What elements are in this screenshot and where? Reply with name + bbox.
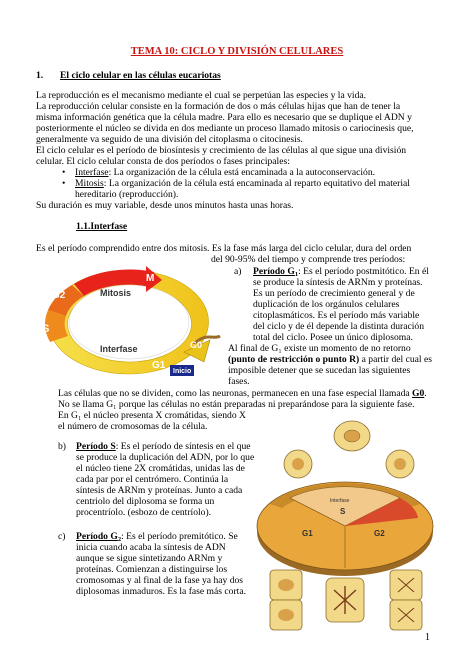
g0-paragraph: el número de cromosomas de la célula. (58, 421, 208, 432)
item-a-line: (punto de restricción o punto R) a partir del cual es (228, 354, 432, 365)
item-a-line: del ciclo y de él depende la distinta duración (253, 321, 425, 332)
label-s: S (42, 323, 50, 335)
item-c-line: diplosomas inmaduros. Es la fase más corta. (76, 586, 246, 597)
section-1-1-heading: 1.1.Interfase (76, 221, 128, 232)
item-b-line: procentríolo. (esbozo de centríolo). (76, 507, 212, 518)
interfase-intro-cont: del 90-95% del tiempo y comprende tres períodos: (211, 254, 406, 265)
item-b-line: se produce la duplicación del ADN, por lo que (76, 452, 255, 463)
g0-paragraph: Las células que no se dividen, como las neuronas, permanecen en una fase especial llamada G0. (58, 388, 427, 399)
section-1-number: 1. (36, 70, 44, 81)
item-c-label: c) (58, 531, 66, 542)
paragraph-line: El ciclo celular es el período de biosíntesis y crecimiento de las células al que sigue una división (36, 145, 407, 156)
paragraph-line: celular. El ciclo celular consta de dos períodos o fases principales: (36, 156, 290, 167)
bullet-mitosis: Mitosis: La organización de la célula está encaminada al reparto equitativo del material (75, 178, 410, 189)
paragraph-duracion: Su duración es muy variable, desde unos minutos hasta unas horas. (36, 200, 294, 211)
paragraph-line: posteriormente el núcleo se divida en dos mediante un proceso llamado mitosis o cariocinesis que, (36, 123, 414, 134)
label-g2: G2 (52, 290, 66, 301)
bullet-icon: • (62, 167, 66, 178)
item-b-line: el núcleo tiene 2X cromátidas, unidas las de (76, 463, 245, 474)
label-m: M (146, 273, 155, 284)
page-number: 1 (425, 632, 430, 643)
bullet-interfase: Interfase: La organización de la célula está encaminada a la autoconservación. (75, 167, 376, 178)
label-pie-g2: G2 (374, 529, 385, 538)
item-a-line: se produce la síntesis de ARNm y proteínas. (253, 277, 423, 288)
section-1-heading: El ciclo celular en las células eucariotas (60, 70, 221, 81)
g0-paragraph: En G₁ el núcleo presenta X cromátidas, siendo X (58, 410, 246, 421)
item-a-label: a) (234, 266, 242, 277)
item-a-line: imposible detener que se sucedan las siguientes (228, 365, 411, 376)
cell-cycle-pie-diagram (250, 418, 434, 634)
item-a-line: Período $G_1$: Es el período postmitótico. En él (253, 266, 429, 278)
item-b-line: síntesis de ARNm y proteínas. Junto a cada (76, 485, 243, 496)
label-pie-g1: G1 (302, 529, 313, 538)
paragraph-reproduccion: La reproducción es el mecanismo mediante el cual se perpetúan las especies y la vida. (36, 90, 367, 101)
item-c-line: inicia cuando acaba la síntesis de ADN (76, 542, 226, 553)
item-c-line: aunque se sigue sintetizando ARNm y (76, 553, 223, 564)
item-a-line: total del ciclo. Posee un único diplosoma. (253, 332, 413, 343)
label-inicio: Inicio (173, 368, 192, 375)
bullet-icon: • (62, 178, 66, 189)
item-a-line: Es un período de crecimiento general y de (253, 288, 415, 299)
g0-paragraph: No se llama G₁ porque las células no están preparadas ni preparándose para la siguiente fase. (58, 399, 415, 410)
item-b-line: cada par por el centrómero. Continúa la (76, 474, 229, 485)
item-a-line: fases. (228, 376, 250, 387)
label-g0: G0 (190, 340, 203, 350)
label-mitosis: Mitosis (100, 288, 132, 298)
item-c-line: Período $G_2$: Es el período premitótico. Se (76, 531, 238, 543)
item-b-label: b) (58, 441, 66, 452)
label-pie-s: S (340, 507, 346, 516)
interfase-intro: Es el período comprendido entre dos mitosis. Es la fase más larga del ciclo celular, dura del orden (36, 243, 412, 254)
paragraph-line: La reproducción celular consiste en la formación de dos o más células hijas que han de tener la (36, 101, 401, 112)
bullet-mitosis-cont: hereditario (reproducción). (75, 189, 179, 200)
item-b-line: centriolo del diplosoma se forma un (76, 496, 215, 507)
label-g1: G1 (152, 360, 166, 371)
paragraph-line: misma información genética que la célula madre. Para ello es necesario que se duplique el ADN y (36, 112, 412, 123)
cell-cycle-diagram (34, 262, 224, 380)
item-a-line: duplicación de los orgánulos celulares (253, 299, 400, 310)
label-pie-interfase: Interfase (330, 498, 350, 504)
item-a-line: citoplasmáticos. Es el período más variable (253, 310, 420, 321)
paragraph-line: generalmente va seguido de una división del citoplasma o citocinesis. (36, 134, 303, 145)
item-c-line: proteínas. Comienzan a distinguirse los (76, 564, 228, 575)
page-title: TEMA 10: CICLO Y DIVISIÓN CELULARES (130, 46, 344, 57)
label-interfase: Interfase (100, 344, 138, 354)
item-c-line: cromosomas y al final de la fase ya hay dos (76, 575, 244, 586)
item-a-line: Al final de G₁ existe un momento de no retorno (228, 343, 411, 354)
item-b-line: Período S: Es el período de síntesis en el que (76, 441, 251, 452)
